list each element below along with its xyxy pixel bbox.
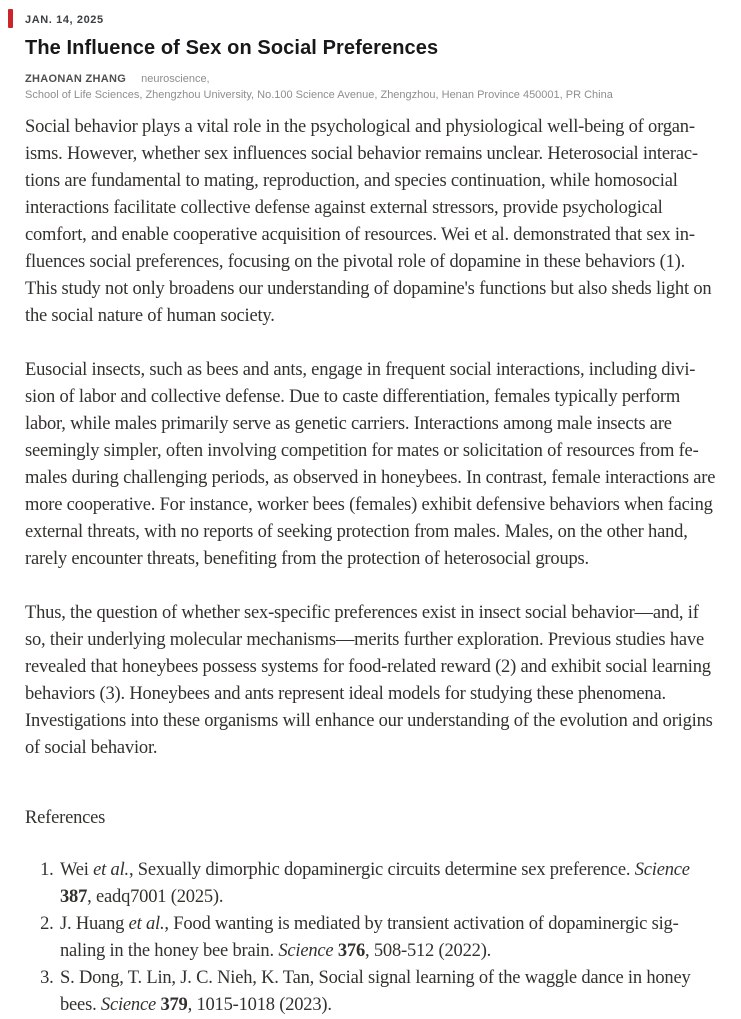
reference-segment: , Sexually dimorphic dopaminergic circuits determine sex preference. [128,860,635,880]
article-header [25,10,717,101]
reference-segment: S. Dong, T. Lin, J. C. Nieh, K. Tan, Social signal learning of the waggle dance in honey bees. [60,968,691,1015]
paragraph-2: Eusocial insects, such as bees and ants, engage in frequent social interactions, including division of labor and collective defense. Due to caste differentiation, females typically perform labor, while males primarily serve as genetic carriers. Interactions among male insects are seemingly simpler, often involving competition for mates or solicitation of resources from females during challenging periods, as observed in honeybees. In contrast, female interactions are more cooperative. For instance, worker bees (females) exhibit defensive behaviors when facing external threats, with no reports of seeking protection from males. Males, on the other hand, rarely encounter threats, benefiting from the protection of heterosocial groups. [25,360,716,569]
author-name: ZHAONAN ZHANG [25,73,127,85]
reference-segment: , Food wanting is mediated by transient activation of dopaminergic signaling in the honey bee brain. [60,914,679,961]
paragraph-1: Social behavior plays a vital role in the psychological and physiological well-being of organisms. However, whether sex influences social behavior remains unclear. Heterosocial interactions are fundamental to mating, reproduction, and species continuation, while homosocial interactions facilitate collective defense against external stressors, provide psychological comfort, and enable cooperative acquisition of resources. Wei et al. demonstrated that sex influences social preferences, focusing on the pivotal role of dopamine in these behaviors (1). This study not only broadens our understanding of dopamine's functions but also sheds light on the social nature of human society. [25,117,712,326]
reference-segment: 387 [60,887,88,907]
paragraph-3: Thus, the question of whether sex-specific preferences exist in insect social behavior—and, if so, their underlying molecular mechanisms—merits further exploration. Previous studies have revealed that honeybees possess systems for food-related reward (2) and exhibit social learning behaviors (3). Honeybees and ants represent ideal models for studying these phenomena. Investigations into these organisms will enhance our understanding of the evolution and origins of social behavior. [25,603,713,758]
reference-segment: Science [634,860,690,880]
reference-segment: Science [100,995,157,1015]
reference-segment: J. Huang [60,914,129,934]
reference-segment: et al. [128,914,165,934]
reference-segment: 376 [337,941,365,961]
author-field: neuroscience, [141,73,210,85]
reference-segment: , 1015-1018 (2023). [187,995,332,1015]
article-title: The Influence of Sex on Social Preferences [25,37,439,59]
reference-segment: et al. [93,860,129,880]
article-date: JAN. 14, 2025 [25,14,104,26]
reference-segment: 379 [160,995,188,1015]
byline [25,73,717,85]
references-heading: References [25,808,106,828]
accent-bar [8,9,13,28]
author-affiliation: School of Life Sciences, Zhengzhou University, No.100 Science Avenue, Zhengzhou, Henan Province 450001, PR China [25,89,613,101]
reference-segment: Science [278,941,334,961]
reference-item [58,911,717,965]
reference-item [58,965,717,1019]
references-list [25,857,717,1019]
reference-segment: , eadq7001 (2025). [87,887,224,907]
article-body [25,114,717,1019]
reference-segment: , 508-512 (2022). [365,941,492,961]
reference-segment: Wei [60,860,94,880]
dateline [25,10,717,30]
reference-item [58,857,717,911]
